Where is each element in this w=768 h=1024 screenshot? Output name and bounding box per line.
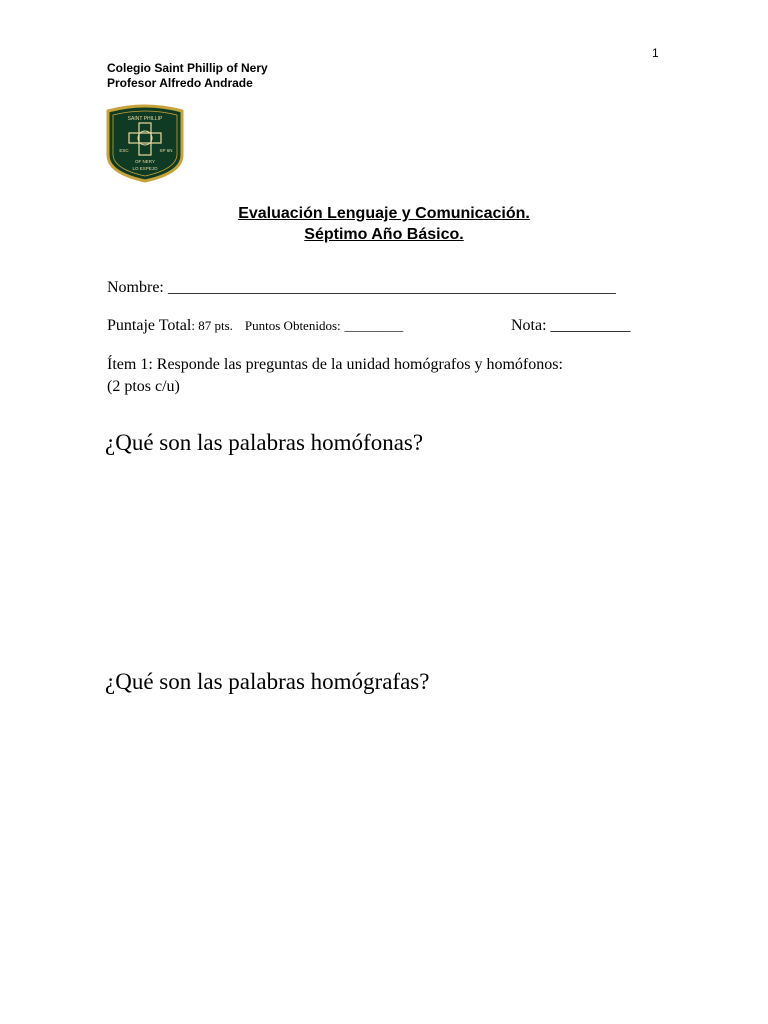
item-points: (2 ptos c/u) bbox=[107, 378, 180, 395]
exam-title: Evaluación Lenguaje y Comunicación. bbox=[238, 205, 530, 222]
item-instruction: Ítem 1: Responde las preguntas de la unidad homógrafos y homófonos: bbox=[107, 356, 563, 373]
school-crest-logo bbox=[104, 103, 186, 183]
question-homographs: ¿Qué son las palabras homógrafas? bbox=[105, 669, 430, 694]
page-number: 1 bbox=[652, 46, 659, 60]
obtained-label: Puntos Obtenidos: bbox=[244, 318, 341, 333]
grade-blank[interactable]: __________ bbox=[550, 317, 631, 334]
question-homophones: ¿Qué son las palabras homófonas? bbox=[105, 430, 424, 455]
school-name: Colegio Saint Phillip of Nery bbox=[107, 61, 268, 75]
name-field-row bbox=[107, 279, 616, 297]
exam-grade-level: Séptimo Año Básico. bbox=[304, 226, 464, 243]
teacher-name: Profesor Alfredo Andrade bbox=[107, 76, 253, 90]
crest-right-text: SP 6N bbox=[159, 148, 173, 153]
crest-bottom-text-1: OF NERY bbox=[135, 159, 155, 164]
name-label: Nombre: bbox=[107, 279, 164, 296]
crest-bottom-text-2: LO ESPEJO bbox=[132, 166, 158, 171]
grade-label: Nota: bbox=[511, 317, 547, 334]
name-blank[interactable]: ________________________________________________________ bbox=[167, 279, 616, 296]
score-row bbox=[107, 317, 403, 335]
total-value: : 87 pts. bbox=[191, 318, 233, 333]
crest-left-text: ESC bbox=[119, 148, 129, 153]
obtained-blank[interactable]: _________ bbox=[344, 318, 404, 333]
total-label: Puntaje Total bbox=[107, 317, 192, 334]
crest-top-text: SAINT PHILLIP bbox=[127, 116, 163, 122]
grade-row bbox=[511, 317, 631, 335]
